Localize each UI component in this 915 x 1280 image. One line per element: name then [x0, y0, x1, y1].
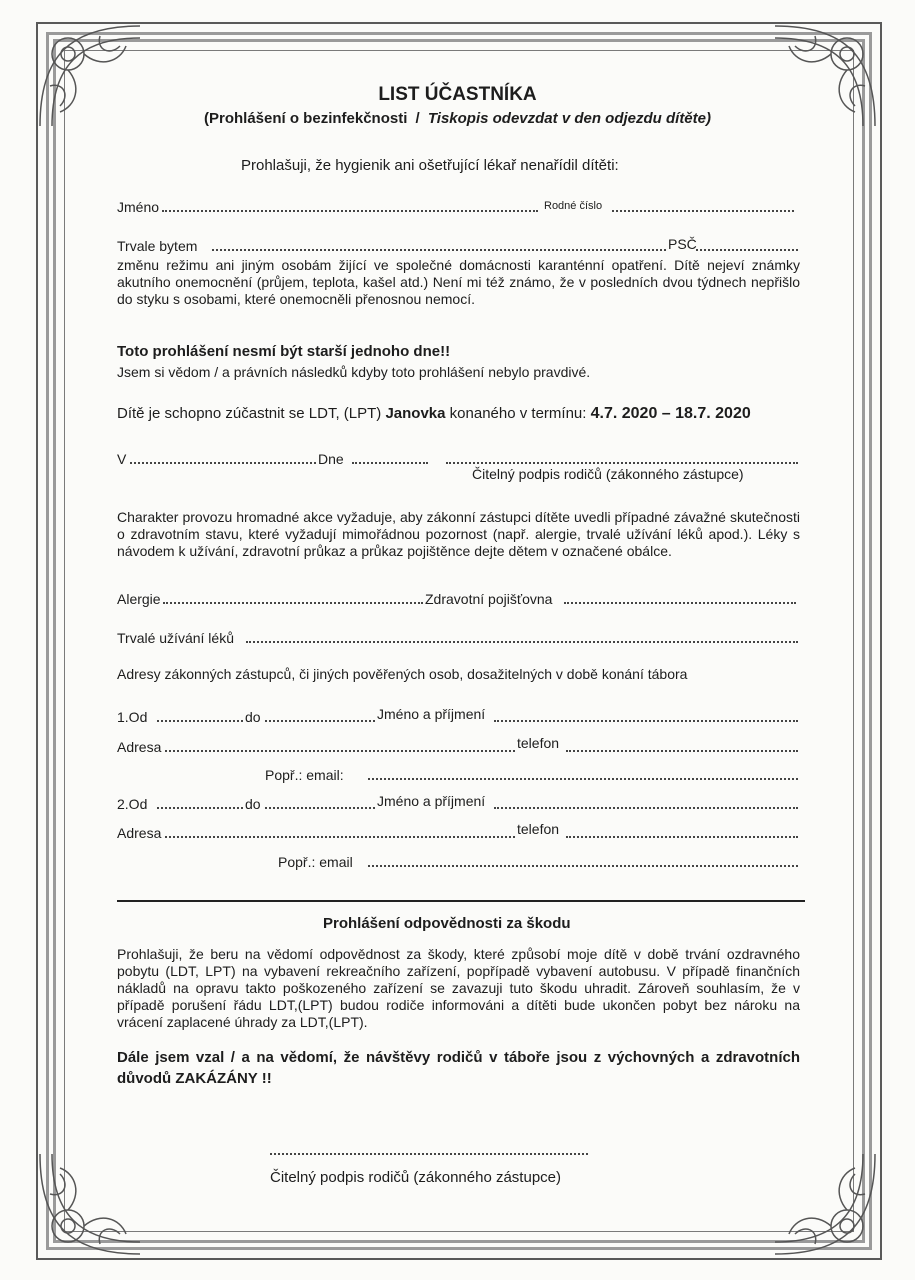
contact2-adresa-label: Adresa	[117, 825, 162, 841]
leky-field[interactable]	[246, 641, 798, 643]
contact2-telefon-field[interactable]	[566, 836, 798, 838]
intro-text: Prohlašuji, že hygienik ani ošetřující lékař nenařídil dítěti:	[241, 157, 619, 174]
alergie-field[interactable]	[163, 602, 423, 604]
rodne-cislo-label: Rodné číslo	[544, 200, 603, 212]
ornamental-corner-icon	[30, 1144, 150, 1264]
page-title: LIST ÚČASTNÍKA	[378, 84, 537, 105]
alergie-label: Alergie	[117, 591, 161, 607]
pojistovna-field[interactable]	[564, 602, 796, 604]
contact2-od-label: 2.Od	[117, 796, 148, 812]
v-field[interactable]	[130, 462, 316, 464]
ornamental-corner-icon	[765, 1144, 885, 1264]
signature-field[interactable]	[446, 462, 798, 464]
subtitle-part-2: Tiskopis odevzdat v den odjezdu dítěte)	[427, 110, 711, 127]
contact2-od-field[interactable]	[157, 807, 243, 809]
contact1-jmeno-label: Jméno a příjmení	[377, 706, 486, 722]
contact2-email-field[interactable]	[368, 865, 798, 867]
trvale-bytem-label: Trvale bytem	[117, 238, 198, 254]
declaration-text: změnu režimu ani jiným osobám žijící ve společné domácnosti karanténní opatření. Dítě nejeví známky akutního onemocnění (průjem, teplota, kašel atd.) Není mi též známo, že v posledních dvou týdnech nepřišlo do styku s osobami, které onemocněli přenosnou nemocí.	[117, 257, 800, 307]
jmeno-field[interactable]	[162, 210, 538, 212]
health-text: Charakter provozu hromadné akce vyžaduje, aby zákonní zástupci dítěte uvedli případné závažné skutečnosti o zdravotním stavu, které vyžadují mimořádnou pozornost (např. alergie, trvalé užívání léků apod.). Léky s návodem k užívání, zdravotní průkaz a průkaz pojištěnce dejte dětem v označené obálce.	[117, 509, 800, 559]
contact1-telefon-field[interactable]	[566, 750, 798, 752]
contact1-od-field[interactable]	[157, 720, 243, 722]
subtitle-separator: /	[415, 110, 420, 127]
camp-line	[117, 404, 751, 424]
warning-text: Toto prohlášení nesmí být starší jednoho dne!!	[117, 343, 451, 360]
pojistovna-label: Zdravotní pojišťovna	[425, 591, 553, 607]
signature-caption: Čitelný podpis rodičů (zákonného zástupce)	[472, 466, 744, 482]
dne-field[interactable]	[352, 462, 428, 464]
contact1-od-label: 1.Od	[117, 709, 148, 725]
psc-field[interactable]	[696, 249, 798, 251]
contact1-do-field[interactable]	[265, 720, 375, 722]
liability-heading: Prohlášení odpovědnosti za škodu	[323, 915, 571, 932]
trvale-bytem-field[interactable]	[212, 249, 666, 251]
contact2-do-field[interactable]	[265, 807, 375, 809]
dne-label: Dne	[318, 451, 344, 467]
contact2-jmeno-field[interactable]	[494, 807, 798, 809]
contact2-adresa-field[interactable]	[165, 836, 515, 838]
contacts-heading: Adresy zákonných zástupců, či jiných pověřených osob, dosažitelných v době konání tábora	[117, 666, 688, 682]
camp-place: Janovka	[385, 405, 446, 422]
footer-signature-field[interactable]	[270, 1153, 588, 1155]
contact2-telefon-label: telefon	[517, 821, 560, 837]
footer-signature-caption: Čitelný podpis rodičů (zákonného zástupce)	[270, 1169, 561, 1186]
liability-text: Prohlašuji, že beru na vědomí odpovědnost za škody, které způsobí moje dítě v době trvání ozdravného pobytu (LDT, LPT) na vybavení rekreačního zařízení, popřípadě vybavení autobusu. V případě finančních nákladů na opravu takto poškozeného zařízení se zavazuji tuto škodu uhradit. Zároveň souhlasím, že v případě porušení řádu LDT,(LPT) budou rodiče informováni a dítěti bude ukončen pobyt bez nároku na vrácení zaplacené úhrady za LDT,(LPT).	[117, 946, 800, 1030]
camp-dates: 4.7. 2020 – 18.7. 2020	[590, 405, 751, 422]
contact2-email-label: Popř.: email	[278, 854, 353, 870]
aware-text: Jsem si vědom / a právních následků kdyby toto prohlášení nebylo pravdivé.	[117, 364, 591, 380]
contact1-email-field[interactable]	[368, 778, 798, 780]
psc-label: PSČ	[668, 236, 697, 252]
camp-prefix: Dítě je schopno zúčastnit se LDT, (LPT)	[117, 405, 382, 422]
jmeno-label: Jméno	[117, 199, 160, 215]
contact1-email-label: Popř.: email:	[265, 767, 344, 783]
leky-label: Trvalé užívání léků	[117, 630, 234, 646]
v-label: V	[117, 451, 127, 467]
contact1-do-label: do	[245, 709, 261, 725]
page-subtitle	[0, 110, 915, 128]
rodne-cislo-field[interactable]	[612, 210, 794, 212]
subtitle-part-1: (Prohlášení o bezinfekčnosti	[204, 110, 408, 127]
section-divider	[117, 900, 805, 902]
contact1-telefon-label: telefon	[517, 735, 560, 751]
camp-middle: konaného v termínu:	[449, 405, 587, 422]
contact1-jmeno-field[interactable]	[494, 720, 798, 722]
liability-visit-ban: Dále jsem vzal / a na vědomí, že návštěvy rodičů v táboře jsou z výchovných a zdravotních důvodů ZAKÁZÁNY !!	[117, 1049, 800, 1087]
contact2-do-label: do	[245, 796, 261, 812]
contact1-adresa-field[interactable]	[165, 750, 515, 752]
contact2-jmeno-label: Jméno a příjmení	[377, 793, 486, 809]
contact1-adresa-label: Adresa	[117, 739, 162, 755]
